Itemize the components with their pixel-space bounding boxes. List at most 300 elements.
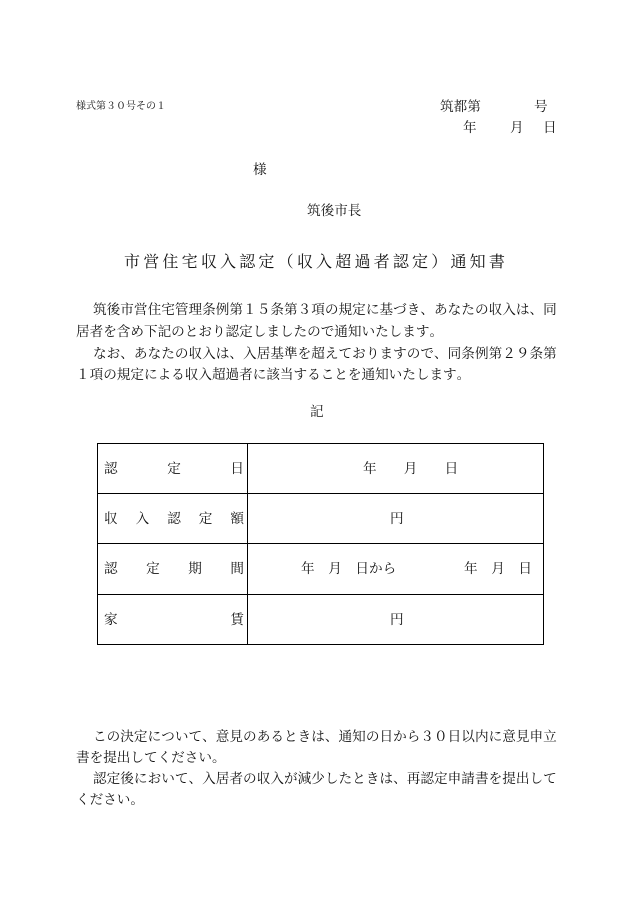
- text-glyph: 日: [379, 729, 394, 745]
- text-glyph: と: [184, 324, 199, 340]
- text-glyph: 見: [229, 729, 243, 745]
- text-glyph: い: [174, 729, 189, 745]
- text-glyph: に: [252, 367, 267, 383]
- text-glyph: 営: [133, 302, 148, 318]
- text-glyph: な: [447, 302, 462, 318]
- text-glyph: 賃: [230, 611, 244, 628]
- text-glyph: て: [143, 750, 158, 766]
- text-glyph: き: [297, 729, 312, 745]
- body-line: [76, 324, 443, 340]
- text-glyph: ら: [406, 729, 421, 745]
- text-glyph: あ: [133, 346, 148, 362]
- text-glyph: え: [324, 346, 339, 362]
- text-glyph: 筑: [307, 203, 321, 219]
- text-glyph: に: [147, 729, 162, 745]
- text-glyph: 後: [120, 771, 134, 787]
- text-glyph: [390, 461, 404, 477]
- text-glyph: 。: [130, 792, 144, 808]
- text-glyph: 、: [393, 771, 407, 787]
- text-glyph: 提: [103, 750, 117, 766]
- text-glyph: あ: [256, 729, 271, 745]
- text-glyph: 入: [202, 771, 216, 787]
- text-glyph: の: [243, 729, 257, 745]
- text-glyph: の: [106, 729, 121, 745]
- text-glyph: ５: [256, 302, 271, 318]
- table-row: [97, 493, 544, 544]
- text-glyph: 日: [444, 460, 459, 477]
- text-glyph: 式: [86, 101, 96, 112]
- text-glyph: 内: [474, 729, 489, 745]
- text-glyph: 項: [311, 302, 325, 318]
- text-glyph: 超: [311, 346, 325, 362]
- text-glyph: 入: [202, 346, 216, 362]
- text-glyph: だ: [89, 792, 104, 808]
- text-glyph: す: [443, 367, 457, 383]
- text-glyph: 日: [518, 561, 532, 577]
- text-glyph: 過: [354, 252, 371, 271]
- issue-date-year: [463, 120, 477, 136]
- text-glyph: ０: [116, 101, 126, 112]
- text-glyph: を: [488, 771, 503, 787]
- table-row: [97, 543, 544, 595]
- text-glyph: 様: [253, 162, 267, 178]
- certification-table: [97, 443, 544, 645]
- table-row-label: [104, 612, 244, 628]
- text-glyph: 同: [447, 346, 462, 362]
- text-glyph: [431, 461, 445, 477]
- text-glyph: 月: [510, 120, 524, 136]
- text-glyph: 少: [311, 771, 325, 787]
- text-glyph: の: [324, 302, 339, 318]
- text-glyph: 日: [355, 561, 369, 577]
- text-glyph: お: [106, 346, 121, 362]
- text-glyph: 筑: [440, 99, 454, 115]
- text-glyph: の: [146, 101, 156, 112]
- text-glyph: め: [130, 324, 144, 340]
- text-glyph: る: [307, 367, 321, 383]
- text-glyph: 第: [229, 302, 243, 318]
- text-glyph: 都: [453, 99, 468, 115]
- text-glyph: お: [352, 346, 366, 362]
- text-glyph: 長: [347, 203, 362, 219]
- text-glyph: た: [161, 346, 175, 362]
- text-glyph: 条: [202, 302, 216, 318]
- text-glyph: 収: [188, 346, 203, 362]
- text-glyph: だ: [171, 750, 185, 766]
- text-glyph: は: [515, 302, 530, 318]
- text-glyph: し: [324, 771, 339, 787]
- text-glyph: [478, 561, 492, 577]
- text-glyph: 、: [434, 346, 448, 362]
- text-glyph: 以: [461, 729, 475, 745]
- text-glyph: に: [488, 729, 503, 745]
- text-glyph: 該: [266, 367, 280, 383]
- text-glyph: 収: [488, 302, 503, 318]
- text-glyph: す: [415, 324, 430, 340]
- form-number-label: [76, 101, 166, 113]
- text-glyph: は: [215, 346, 230, 362]
- text-glyph: 後: [320, 203, 335, 219]
- text-glyph: 収: [200, 252, 217, 271]
- text-glyph: 市: [334, 203, 348, 219]
- text-glyph: 収: [296, 252, 313, 271]
- text-glyph: [342, 561, 356, 577]
- text-glyph: 宅: [181, 252, 198, 271]
- text-glyph: 通: [450, 252, 467, 271]
- text-glyph: 当: [279, 367, 294, 383]
- text-glyph: 定: [239, 324, 253, 340]
- text-glyph: の: [103, 367, 117, 383]
- text-glyph: し: [252, 324, 267, 340]
- text-glyph: よ: [157, 367, 172, 383]
- text-glyph: さ: [184, 750, 199, 766]
- text-glyph: 理: [188, 302, 203, 318]
- text-glyph: 第: [488, 346, 503, 362]
- text-glyph: 意: [502, 729, 516, 745]
- text-glyph: 者: [229, 771, 243, 787]
- text-glyph: 月: [491, 561, 505, 577]
- text-glyph: 市: [120, 302, 134, 318]
- text-glyph: に: [143, 367, 158, 383]
- text-glyph: 通: [361, 367, 376, 383]
- text-glyph: ３: [420, 729, 434, 745]
- text-glyph: く: [157, 750, 172, 766]
- text-glyph: と: [334, 367, 348, 383]
- text-glyph: 年: [463, 120, 477, 136]
- issue-date-month: [510, 120, 524, 136]
- text-glyph: 第: [543, 346, 557, 362]
- text-glyph: を: [89, 750, 104, 766]
- text-glyph: の: [174, 346, 189, 362]
- text-glyph: 宅: [161, 302, 175, 318]
- text-glyph: 入: [135, 510, 150, 527]
- text-glyph: り: [211, 324, 226, 340]
- text-glyph: あ: [434, 302, 448, 318]
- text-glyph: は: [311, 729, 325, 745]
- text-glyph: 管: [174, 302, 189, 318]
- text-glyph: つ: [161, 729, 175, 745]
- text-glyph: て: [174, 771, 189, 787]
- sender-name: [307, 203, 361, 219]
- text-glyph: は: [379, 771, 394, 787]
- text-glyph: 認: [239, 252, 256, 271]
- text-glyph: 規: [338, 302, 353, 318]
- text-glyph: が: [283, 771, 298, 787]
- note-line: [93, 771, 557, 787]
- text-glyph: 認: [225, 324, 240, 340]
- text-glyph: た: [293, 324, 308, 340]
- text-glyph: 居: [256, 346, 271, 362]
- text-glyph: 。: [211, 750, 226, 766]
- text-glyph: 号: [534, 99, 548, 115]
- text-glyph: づ: [393, 302, 407, 318]
- text-glyph: し: [529, 771, 544, 787]
- text-glyph: 定: [133, 729, 148, 745]
- text-glyph: い: [161, 771, 175, 787]
- text-glyph: そ: [136, 101, 146, 112]
- text-glyph: で: [320, 324, 335, 340]
- text-glyph: 間: [230, 561, 244, 577]
- text-glyph: 収: [104, 510, 118, 527]
- text-glyph: 書: [488, 252, 505, 271]
- table-row-label: [104, 461, 244, 477]
- text-glyph: 入: [220, 252, 237, 271]
- text-glyph: 記: [157, 324, 172, 340]
- text-glyph: 、: [188, 771, 203, 787]
- text-glyph: す: [293, 367, 308, 383]
- text-glyph: の: [243, 771, 257, 787]
- text-glyph: 入: [316, 252, 333, 271]
- text-glyph: 認: [104, 460, 118, 477]
- text-glyph: 同: [543, 302, 557, 318]
- text-glyph: る: [270, 729, 284, 745]
- text-glyph: 例: [474, 346, 489, 362]
- text-glyph: を: [347, 367, 362, 383]
- text-glyph: 第: [96, 101, 106, 112]
- text-glyph: て: [188, 729, 203, 745]
- text-glyph: 、: [324, 729, 339, 745]
- text-glyph: 収: [184, 367, 199, 383]
- text-glyph: 立: [543, 729, 557, 745]
- text-glyph: く: [76, 792, 90, 808]
- text-glyph: に: [365, 302, 380, 318]
- text-glyph: 、: [120, 346, 134, 362]
- text-glyph: 知: [469, 252, 486, 271]
- table-row-label: [104, 561, 244, 577]
- text-glyph: 、: [229, 346, 243, 362]
- text-glyph: ま: [379, 346, 394, 362]
- text-glyph: 入: [502, 302, 516, 318]
- text-glyph: 月: [403, 460, 418, 477]
- text-glyph: 様: [76, 101, 86, 112]
- text-glyph: [417, 461, 431, 477]
- text-glyph: 定: [258, 252, 275, 271]
- text-glyph: い: [198, 750, 212, 766]
- text-glyph: な: [93, 346, 107, 362]
- text-glyph: の: [307, 324, 321, 340]
- text-glyph: （: [277, 252, 294, 271]
- text-glyph: 書: [76, 750, 90, 766]
- text-glyph: 。: [429, 324, 444, 340]
- text-glyph: 第: [467, 99, 481, 115]
- text-glyph: 意: [215, 729, 230, 745]
- text-glyph: さ: [103, 792, 117, 808]
- text-glyph: 基: [379, 302, 394, 318]
- text-glyph: 円: [390, 611, 404, 628]
- text-glyph: [315, 561, 329, 577]
- text-glyph: し: [415, 367, 430, 383]
- text-glyph: 居: [215, 771, 230, 787]
- text-glyph: 市: [124, 252, 141, 271]
- text-glyph: 収: [256, 771, 271, 787]
- text-glyph: 認: [104, 561, 118, 577]
- text-glyph: 超: [211, 367, 226, 383]
- record-heading: [310, 404, 324, 420]
- text-glyph: き: [365, 771, 380, 787]
- text-glyph: か: [368, 561, 383, 577]
- text-glyph: 知: [375, 367, 389, 383]
- text-glyph: 認: [167, 510, 181, 527]
- text-glyph: な: [147, 346, 162, 362]
- text-glyph: 認: [392, 252, 409, 271]
- text-glyph: 項: [89, 367, 104, 383]
- text-glyph: の: [171, 324, 185, 340]
- text-glyph: 申: [447, 771, 462, 787]
- text-glyph: の: [474, 302, 489, 318]
- table-row-value: [363, 461, 458, 477]
- text-glyph: い: [361, 324, 376, 340]
- text-glyph: [377, 461, 391, 477]
- text-glyph: ま: [402, 324, 416, 340]
- text-glyph: 申: [529, 729, 544, 745]
- period-start-value: [301, 561, 396, 577]
- text-glyph: 期: [188, 561, 202, 577]
- text-glyph: し: [130, 750, 144, 766]
- table-row: [97, 443, 544, 494]
- text-glyph: 定: [352, 302, 366, 318]
- text-glyph: お: [147, 771, 162, 787]
- body-line: [76, 367, 470, 383]
- text-glyph: ３: [106, 101, 116, 112]
- text-glyph: 年: [363, 460, 377, 477]
- text-glyph: 減: [297, 771, 312, 787]
- text-glyph: の: [365, 729, 380, 745]
- text-glyph: ２: [502, 346, 516, 362]
- text-glyph: 請: [461, 771, 475, 787]
- text-glyph: 条: [461, 346, 475, 362]
- text-glyph: 過: [225, 367, 240, 383]
- text-glyph: 営: [143, 252, 160, 271]
- text-glyph: す: [393, 346, 407, 362]
- text-glyph: ら: [382, 561, 397, 577]
- text-glyph: 。: [456, 367, 471, 383]
- text-glyph: 月: [328, 561, 342, 577]
- note-line: [76, 792, 144, 808]
- text-glyph: し: [279, 324, 294, 340]
- text-glyph: 定: [146, 561, 160, 577]
- text-glyph: １: [156, 101, 166, 112]
- text-glyph: の: [406, 346, 421, 362]
- text-glyph: 日: [543, 120, 557, 136]
- note-line: [76, 750, 226, 766]
- text-glyph: た: [461, 302, 475, 318]
- text-glyph: で: [420, 346, 434, 362]
- text-glyph: 認: [420, 771, 434, 787]
- text-glyph: 認: [93, 771, 107, 787]
- text-glyph: 定: [434, 771, 448, 787]
- table-row: [97, 594, 544, 645]
- text-glyph: 出: [515, 771, 530, 787]
- text-glyph: 下: [143, 324, 158, 340]
- text-glyph: 住: [162, 252, 179, 271]
- text-glyph: り: [365, 346, 380, 362]
- text-glyph: し: [388, 324, 403, 340]
- text-glyph: 入: [243, 346, 257, 362]
- text-glyph: る: [171, 367, 185, 383]
- text-glyph: 後: [106, 302, 121, 318]
- text-glyph: 額: [230, 510, 244, 527]
- text-glyph: 通: [338, 729, 353, 745]
- text-glyph: 超: [335, 252, 352, 271]
- text-glyph: 決: [120, 729, 134, 745]
- table-row-value: [390, 511, 404, 527]
- text-glyph: １: [76, 367, 90, 383]
- text-glyph: た: [402, 367, 416, 383]
- text-glyph: ９: [515, 346, 530, 362]
- text-glyph: 家: [104, 611, 118, 628]
- text-glyph: こ: [320, 367, 335, 383]
- text-glyph: 基: [270, 346, 284, 362]
- text-glyph: 日: [230, 460, 244, 477]
- text-glyph: 条: [270, 302, 284, 318]
- document-number-prefix: [440, 99, 481, 115]
- text-glyph: 、: [420, 302, 434, 318]
- text-glyph: 入: [198, 367, 212, 383]
- text-glyph: 定: [412, 252, 429, 271]
- period-end-value: [464, 561, 532, 577]
- text-glyph: ）: [431, 252, 448, 271]
- text-glyph: 者: [89, 324, 104, 340]
- text-glyph: 規: [116, 367, 131, 383]
- text-glyph: 見: [515, 729, 530, 745]
- text-glyph: 住: [147, 302, 162, 318]
- text-glyph: 定: [167, 460, 181, 477]
- text-glyph: 円: [390, 510, 404, 527]
- text-glyph: 通: [334, 324, 348, 340]
- text-glyph: を: [103, 324, 117, 340]
- text-glyph: 準: [283, 346, 298, 362]
- text-glyph: ３: [297, 302, 312, 318]
- text-glyph: 号: [126, 101, 136, 112]
- text-glyph: 年: [464, 561, 478, 577]
- document-number-suffix: [534, 99, 548, 115]
- text-glyph: ま: [266, 324, 280, 340]
- text-glyph: 第: [283, 302, 298, 318]
- text-glyph: に: [133, 771, 148, 787]
- text-glyph: 知: [352, 729, 366, 745]
- table-row-value: [390, 612, 404, 628]
- text-glyph: 条: [529, 346, 544, 362]
- text-glyph: ま: [429, 367, 444, 383]
- body-line: [93, 302, 557, 318]
- text-glyph: 例: [215, 302, 230, 318]
- text-glyph: 日: [447, 729, 462, 745]
- text-glyph: と: [352, 771, 366, 787]
- text-glyph: た: [375, 324, 389, 340]
- text-glyph: 記: [310, 404, 324, 420]
- text-glyph: 定: [198, 510, 213, 527]
- issue-date-day: [543, 120, 557, 136]
- text-glyph: き: [406, 302, 421, 318]
- body-line: [93, 346, 557, 362]
- text-glyph: た: [338, 771, 353, 787]
- text-glyph: 者: [239, 367, 253, 383]
- text-glyph: 居: [76, 324, 90, 340]
- text-glyph: 出: [116, 750, 131, 766]
- text-glyph: 、: [202, 729, 216, 745]
- text-glyph: 書: [474, 771, 489, 787]
- text-glyph: ０: [434, 729, 448, 745]
- text-glyph: い: [388, 367, 403, 383]
- note-line: [93, 729, 557, 745]
- text-glyph: こ: [93, 729, 107, 745]
- text-glyph: 提: [502, 771, 516, 787]
- text-glyph: 定: [106, 771, 121, 787]
- text-glyph: か: [393, 729, 407, 745]
- addressee-honorific: [253, 162, 267, 178]
- text-glyph: １: [243, 302, 257, 318]
- text-glyph: を: [297, 346, 312, 362]
